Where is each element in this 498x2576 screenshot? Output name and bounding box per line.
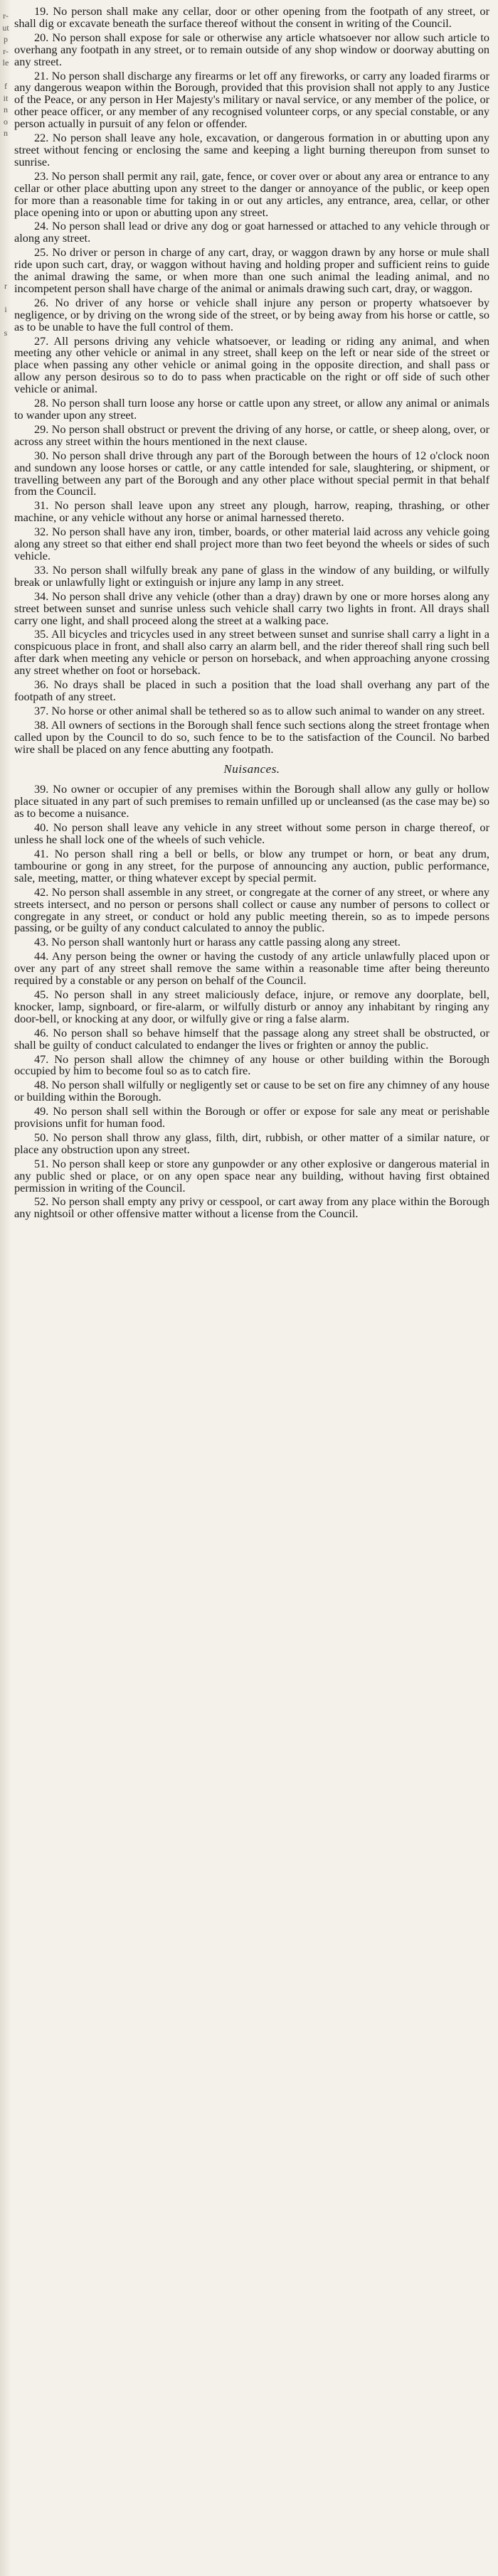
margin-fragment [1, 257, 10, 269]
margin-fragment: n [4, 105, 8, 114]
street-bylaws-section [14, 6, 489, 755]
bylaw-clause: 28. No person shall turn loose any horse or cattle upon any street, or allow any animal or animals to wander upon any street. [14, 396, 489, 422]
bylaw-clause: 24. No person shall lead or drive any dog or goat harnessed or attached to any vehicle through or along any street. [14, 219, 489, 245]
bylaw-clause: 49. No person shall sell within the Borough or offer or expose for sale any meat or perishable provisions unfit for human food. [14, 1104, 489, 1131]
margin-fragment: le [2, 58, 9, 68]
margin-fragment [1, 268, 10, 280]
bylaw-clause: 45. No person shall in any street maliciously deface, injure, or remove any doorplate, bell, knocker, lamp, signboard, or fire-alarm, or wilfully disturb or annoy any inhabitant by ringing any door-bell, or knocking at any door, or wilfully give or ring a false alarm. [14, 987, 489, 1025]
bylaw-clause: 35. All bicycles and tricycles used in any street between sunset and sunrise shall carry a light in a conspicuous place in front, and shall also carry an alarm bell, and the rider thereof shall ring such bell after dark when meeting any vehicle or person on horseback, and when approaching anyone crossing any street whether on foot or horseback. [14, 627, 489, 678]
bylaw-clause: 32. No person shall have any iron, timber, boards, or other material laid across any vehicle going along any street so that either end shall project more than two feet beyond the wheels or sides of such vehicle. [14, 525, 489, 562]
margin-fragment [1, 233, 10, 245]
margin-fragment: s [4, 327, 8, 338]
bylaw-clause: 51. No person shall keep or store any gunpowder or any other explosive or dangerous material in any public shed or place, or on any open space near any building, without having first obtained permission in writing of the Council. [14, 1156, 489, 1195]
bylaw-clause: 36. No drays shall be placed in such a position that the load shall overhang any part of the footpath of any street. [14, 678, 489, 703]
bylaw-clause: 43. No person shall wantonly hurt or harass any cattle passing along any street. [34, 935, 401, 949]
margin-fragment: o [4, 116, 8, 127]
margin-fragment [1, 292, 10, 304]
bylaw-clause: 29. No person shall obstruct or prevent the driving of any horse, or cattle, or sheep along, over, or across any street within the hours mentioned in the next clause. [14, 422, 489, 448]
bylaw-clause: 41. No person shall ring a bell or bells, or blow any trumpet or horn, or beat any drum, tambourine or gong in any street, for the purpose of announcing any auction, public performance, sale, meeting, matter, or thing whatever except by special permit. [14, 847, 489, 885]
margin-fragment [1, 139, 10, 151]
bylaw-clause: 27. All persons driving any vehicle whatsoever, or leading or riding any animal, and when meeting any other vehicle or animal in any street, shall keep on the left or near side of the street or place when passing any other vehicle or animal going in the opposite direction, and shall pass or allow any person desirous so to do to pass when practicable on the right or off side of such other vehicle or animal. [14, 333, 489, 396]
bylaw-clause: 23. No person shall permit any rail, gate, fence, or cover over or about any area or entrance to any cellar or other place abutting upon any street to the danger or annoyance of the public, or keep open for more than a reasonable time for taking in or out any articles, any entrance, area, cellar, or other place opening into or upon or abutting upon any street. [14, 169, 489, 219]
margin-fragment: it [3, 92, 9, 103]
bylaw-clause: 40. No person shall leave any vehicle in any street without some person in charge thereof, or unless he shall lock one of the wheels of such vehicle. [14, 821, 489, 847]
bylaw-clause: 50. No person shall throw any glass, filth, dirt, rubbish, or other matter of a similar nature, or place any obstruction upon any street. [14, 1130, 489, 1156]
margin-fragment [1, 221, 10, 233]
bylaw-clause: 31. No person shall leave upon any street any plough, harrow, reaping, thrashing, or other machine, or any vehicle without any horse or animal harnessed thereto. [14, 498, 489, 525]
margin-fragment: r- [3, 46, 9, 56]
margin-fragment [1, 210, 10, 222]
bylaw-clause: 38. All owners of sections in the Borough shall fence such sections along the street frontage when called upon by the Council to do so, such fence to be to the satisfaction of the Council. No barbed wire shall be placed on any fence abutting any footpath. [14, 717, 489, 756]
bylaw-clause: 33. No person shall wilfully break any pane of glass in the window of any building, or wilfully break or unlawfully light or extinguish or injure any lamp in any street. [14, 562, 489, 589]
bylaw-clause: 22. No person shall leave any hole, excavation, or dangerous formation in or abutting upon any street without fencing or enclosing the same and keeping a light burning thereupon from sunset to sunrise. [14, 131, 489, 169]
bylaw-clause: 48. No person shall wilfully or negligently set or cause to be set on fire any chimney of any house or building within the Borough. [14, 1078, 489, 1104]
margin-fragment [1, 198, 10, 210]
bylaw-clause: 34. No person shall drive any vehicle (other than a dray) drawn by one or more horses along any street between sunset and sunrise unless such vehicle shall carry two lights in front. All drays shall carry one light, and shall proceed along the street at a walking pace. [14, 589, 489, 627]
page-gutter [0, 0, 11, 2576]
margin-fragment [1, 315, 10, 327]
margin-fragment: i [4, 304, 7, 314]
bylaw-clause: 44. Any person being the owner or having the custody of any article unlawfully placed upon or over any part of any street shall remove the same within a reasonable time after being thereunto required by a constable or any person on behalf of the Council. [14, 949, 489, 988]
bylaw-clause: 20. No person shall expose for sale or otherwise any article whatsoever nor allow such article to overhang any footpath in any street, or to remain outside of any shop window or doorway abutting on any street. [14, 30, 489, 68]
bylaw-clause: 37. No horse or other animal shall be tethered so as to allow such animal to wander on any street. [34, 703, 485, 717]
bylaw-clause: 19. No person shall make any cellar, door or other opening from the footpath of any street, or shall dig or excavate beneath the surface thereof without the consent in writing of the Council. [14, 4, 489, 30]
margin-fragment: f [4, 81, 7, 91]
margin-fragment [1, 69, 10, 81]
margin-fragment: ut [2, 22, 9, 33]
bylaw-clause: 26. No driver of any horse or vehicle shall injure any person or property whatsoever by negligence, or by driving on the wrong side of the street, or by being away from his horse or cattle, so as to be unable to have the full control of them. [14, 295, 489, 333]
margin-fragment: r [4, 280, 7, 291]
margin-fragment [1, 151, 10, 163]
nuisances-section [14, 784, 489, 1220]
bylaw-clause: 39. No owner or occupier of any premises within the Borough shall allow any gully or hollow place situated in any part of such premises to remain unfilled up or uncleansed (as the case may be) so as to become a nuisance. [14, 782, 489, 821]
margin-fragment: p [4, 34, 8, 44]
bylaw-clause: 52. No person shall empty any privy or cesspool, or cart away from any place within the Borough any nightsoil or other offensive matter without a license from the Council. [14, 1195, 489, 1221]
margin-fragment: n [4, 128, 8, 138]
bylaw-clause: 47. No person shall allow the chimney of any house or other building within the Borough occupied by him to become foul so as to catch fire. [14, 1052, 489, 1078]
margin-fragment [1, 186, 10, 198]
margin-fragment: r- [3, 11, 9, 21]
margin-fragment [1, 163, 10, 175]
bylaw-clause: 25. No driver or person in charge of any cart, dray, or waggon drawn by any horse or mule shall ride upon such cart, dray, or waggon without having and holding proper and sufficient reins to guide the animal drawing the same, or when more than one such animal the leading animal, and no incompetent person shall have charge of the animal or animals drawing such cart, dray, or waggon. [14, 245, 489, 295]
bylaw-clause: 21. No person shall discharge any firearms or let off any fireworks, or carry any loaded firarms or any dangerous weapon within the Borough, provided that this provision shall not apply to any Justice of the Peace, or any person in Her Majesty's military or naval service, or any member of the police, or other peace officer, or any member of any recognised volunteer corps, or any special constable, or any person actually in pursuit of any felon or offender. [14, 68, 489, 131]
section-heading-nuisances: Nuisances. [223, 762, 280, 776]
margin-fragment [1, 174, 10, 186]
margin-fragments [1, 10, 10, 338]
margin-fragment [1, 245, 10, 257]
bylaw-clause: 30. No person shall drive through any part of the Borough between the hours of 12 o'clock noon and sundown any loose horses or cattle, or any cattle intended for sale, slaughtering, or shipment, or travelling between any part of the Borough and any other place without special permit in that behalf from the Council. [14, 448, 489, 498]
bylaw-clause: 46. No person shall so behave himself that the passage along any street shall be obstructed, or shall be guilty of conduct calculated to endanger the lives or frighten or annoy the public. [14, 1025, 489, 1052]
bylaw-clause: 42. No person shall assemble in any street, or congregate at the corner of any street, or where any streets intersect, and no person or persons shall collect or cause any number of persons to collect or congregate in any street, or conduct or hold any public meeting therein, so as to impede persons passing, or be guilty of any conduct calculated to annoy the public. [14, 885, 489, 935]
bylaws-page [14, 6, 489, 1222]
